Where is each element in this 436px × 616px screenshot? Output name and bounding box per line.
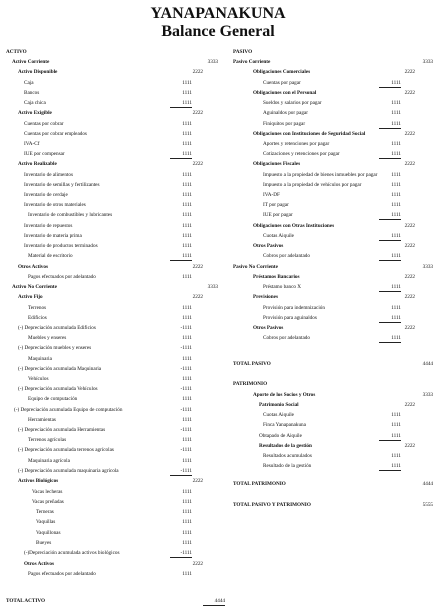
amount-v1: -1111 xyxy=(170,550,192,558)
company-title: YANAPANAKUNA xyxy=(150,5,286,22)
account-label: (-) Depreciación muebles y enseres xyxy=(18,345,92,351)
amount-v1: 1111 xyxy=(182,458,192,464)
amount-v1: -1111 xyxy=(180,447,192,453)
amount-v1: 1111 xyxy=(182,131,192,137)
amount-v1: 1111 xyxy=(379,253,401,261)
amount-v1: 1111 xyxy=(182,571,192,577)
account-label: Cuentas por cobrar empleados xyxy=(24,131,87,137)
amount-v1: 1111 xyxy=(182,315,192,321)
amount-v1: 1111 xyxy=(182,519,192,525)
amount-v2: 2222 xyxy=(404,69,415,75)
amount-v1: -1111 xyxy=(180,407,192,413)
account-label: Edificios xyxy=(28,315,47,321)
amount-v1: 1111 xyxy=(379,315,401,323)
amount-v4: 4444 xyxy=(203,598,225,606)
amount-v2: 2222 xyxy=(192,161,203,167)
account-label: Resultados acumulados xyxy=(263,453,312,459)
account-label: TOTAL PATRIMONIO xyxy=(233,481,286,487)
amount-v3: 3333 xyxy=(207,59,218,65)
account-label: Resultado de la gestión xyxy=(263,463,312,469)
account-label: Inventario de alimentos xyxy=(24,172,73,178)
amount-v1: -1111 xyxy=(180,427,192,433)
liabilities-equity-column xyxy=(233,49,433,529)
amount-v1: 1111 xyxy=(182,90,192,96)
amount-v1: -1111 xyxy=(180,366,192,372)
amount-v1: 1111 xyxy=(182,233,192,239)
account-label: Finca Yanapanakuna xyxy=(263,422,306,428)
amount-v1: 1111 xyxy=(182,417,192,423)
account-label: Bueyes xyxy=(36,540,52,546)
amount-v1: 1111 xyxy=(379,335,401,343)
account-label: Aguinaldos por pagar xyxy=(263,110,308,116)
account-label: (-) Depreciación acumulada Edificios xyxy=(18,325,96,331)
account-label: ACTIVO xyxy=(6,49,27,55)
account-label: Obligaciones Comerciales xyxy=(253,69,311,75)
account-label: Otros Activos xyxy=(24,561,55,567)
amount-v1: -1111 xyxy=(180,345,192,351)
amount-v2: 2222 xyxy=(404,443,415,449)
account-label: Activo Exigible xyxy=(18,110,52,116)
amount-v1: 1111 xyxy=(182,274,192,280)
account-label: Material de escritorio xyxy=(28,253,73,259)
amount-v2: 2222 xyxy=(404,223,415,229)
account-label: Activos Biológicos xyxy=(18,478,59,484)
amount-v1: 1111 xyxy=(182,305,192,311)
amount-v1: 1111 xyxy=(170,151,192,159)
account-label: Inventario de materia prima xyxy=(24,233,82,239)
amount-v2: 2222 xyxy=(404,402,415,408)
account-label: PATRIMONIO xyxy=(233,381,268,387)
account-label: Pagos efectuados por adelantado xyxy=(28,274,96,280)
account-label: Inventario de combustibles y lubricantes xyxy=(28,212,113,218)
amount-v1: 1111 xyxy=(379,233,401,241)
amount-v2: 2222 xyxy=(404,325,415,331)
amount-v2: 2222 xyxy=(404,243,415,249)
amount-v1: 1111 xyxy=(182,212,192,218)
amount-v2: 2222 xyxy=(192,110,203,116)
account-label: Inventario de cerdaje xyxy=(24,192,68,198)
account-label: Otros Activos xyxy=(18,264,49,270)
account-label: TOTAL PASIVO xyxy=(233,361,271,367)
amount-v3: 3333 xyxy=(207,284,218,290)
amount-v4: 5555 xyxy=(422,502,433,508)
account-label: Terneras xyxy=(36,509,54,515)
account-label: Impuesto a la propiedad de vehículos por pagar xyxy=(263,182,362,188)
amount-v1: 1111 xyxy=(391,202,401,208)
amount-v2: 2222 xyxy=(192,294,203,300)
account-label: Activo No Corriente xyxy=(12,284,57,290)
account-label: IUE por compensar xyxy=(24,151,65,157)
amount-v3: 3333 xyxy=(422,264,433,270)
amount-v1: -1111 xyxy=(170,468,192,476)
amount-v1: 1111 xyxy=(379,121,401,129)
amount-v1: -1111 xyxy=(180,325,192,331)
account-label: Obligaciones con el Personal xyxy=(253,90,317,96)
account-label: Activo Fijo xyxy=(18,294,43,300)
account-label: Provisión para aguinaldos xyxy=(263,315,317,321)
amount-v1: 1111 xyxy=(182,182,192,188)
account-label: Cobros por adelantado xyxy=(263,253,310,259)
amount-v1: 1111 xyxy=(391,305,401,311)
account-label: Aporte de los Socios y Otros xyxy=(253,392,316,398)
account-label: Activo Realizable xyxy=(18,161,57,167)
account-label: Préstamo banco X xyxy=(263,284,302,290)
account-label: IVA-DF xyxy=(263,192,280,198)
account-label: Cobros por adelantado xyxy=(263,335,310,341)
account-label: IT por pagar xyxy=(263,202,289,208)
amount-v1: 1111 xyxy=(182,376,192,382)
account-label: IUE por pagar xyxy=(263,212,293,218)
amount-v1: 1111 xyxy=(182,202,192,208)
account-label: Vacas lecheras xyxy=(32,489,63,495)
account-label: TOTAL ACTIVO xyxy=(6,598,46,604)
account-label: Patrimonio Social xyxy=(259,402,299,408)
account-label: Muebles y enseres xyxy=(28,335,67,341)
account-label: Cuentas por cobrar xyxy=(24,121,64,127)
amount-v1: 1111 xyxy=(182,396,192,402)
amount-v2: 2222 xyxy=(404,131,415,137)
account-label: Inventario de semillas y fertilizantes xyxy=(24,182,100,188)
amount-v2: 2222 xyxy=(404,161,415,167)
account-label: Otros Pasivos xyxy=(253,325,284,331)
account-label: Inventario de otros materiales xyxy=(24,202,86,208)
amount-v1: 1111 xyxy=(379,463,401,471)
account-label: (-) Depreciación acumulada Herramientas xyxy=(18,427,106,433)
account-label: Provisión para indemnización xyxy=(263,305,325,311)
amount-v1: 1111 xyxy=(391,412,401,418)
amount-v1: 1111 xyxy=(182,489,192,495)
amount-v2: 2222 xyxy=(192,69,203,75)
amount-v1: 1111 xyxy=(182,530,192,536)
account-label: Caja xyxy=(24,80,34,86)
amount-v1: 1111 xyxy=(379,80,401,88)
amount-v1: 1111 xyxy=(391,172,401,178)
account-label: (-) Depreciación acumulada Maquinaria xyxy=(18,366,102,372)
amount-v1: 1111 xyxy=(391,100,401,106)
account-label: Herramientas xyxy=(28,417,56,423)
account-label: Inventario de repuestos xyxy=(24,223,73,229)
amount-v1: 1111 xyxy=(391,422,401,428)
account-label: Equipo de computación xyxy=(28,396,78,402)
amount-v1: 1111 xyxy=(182,335,192,341)
account-label: Otros Pasivos xyxy=(253,243,284,249)
amount-v4: 4444 xyxy=(422,481,433,487)
account-label: Vehículos xyxy=(28,376,49,382)
account-label: Cuentas por pagar xyxy=(263,80,301,86)
account-label: Obligaciones con Otras Instituciones xyxy=(253,223,335,229)
amount-v2: 2222 xyxy=(192,561,203,567)
account-label: Obligaciones con Instituciones de Seguridad Social xyxy=(253,131,366,137)
account-label: TOTAL PASIVO Y PATRIMONIO xyxy=(233,502,311,508)
amount-v1: 1111 xyxy=(182,437,192,443)
amount-v1: 1111 xyxy=(182,509,192,515)
account-label: Cotizaciones y retenciones por pagar xyxy=(263,151,340,157)
amount-v1: 1111 xyxy=(182,243,192,249)
account-label: Finiquitos por pagar xyxy=(263,121,306,127)
account-label: (-) Depreciación acumulada Equipo de computación xyxy=(14,407,123,413)
account-label: Sueldos y salarios por pagar xyxy=(263,100,322,106)
account-label: Pagos efectuados por adelantado xyxy=(28,571,96,577)
amount-v1: 1111 xyxy=(379,212,401,220)
account-label: Préstamos Bancarios xyxy=(253,274,300,280)
account-label: Obtapado de Aiquile xyxy=(259,433,302,439)
account-label: Pasivo No Corriente xyxy=(233,264,278,270)
account-label: Activo Corriente xyxy=(12,59,50,65)
account-label: (-) Depreciación acumulada Vehículos xyxy=(18,386,98,392)
account-label: Pasivo Corriente xyxy=(233,59,271,65)
account-label: Caja chica xyxy=(24,100,46,106)
amount-v1: 1111 xyxy=(391,453,401,459)
amount-v1: 1111 xyxy=(182,141,192,147)
account-label: Terrenos agrícolas xyxy=(28,437,67,443)
account-label: Previsiones xyxy=(253,294,278,300)
account-label: IVA-Cf xyxy=(24,141,40,147)
amount-v1: 1111 xyxy=(182,540,192,546)
account-label: (-) Depreciación acumulada terrenos agrícolas xyxy=(18,447,114,453)
account-label: Bancos xyxy=(24,90,40,96)
account-label: Maquinaria agrícola xyxy=(28,458,70,464)
amount-v3: 3333 xyxy=(422,392,433,398)
amount-v2: 2222 xyxy=(192,478,203,484)
account-label: Inventario de productos terminados xyxy=(24,243,98,249)
amount-v4: 4444 xyxy=(422,361,433,367)
amount-v2: 2222 xyxy=(192,264,203,270)
amount-v1: 1111 xyxy=(182,356,192,362)
account-label: Cuotas Aiquile xyxy=(263,412,294,418)
assets-column xyxy=(6,49,224,609)
amount-v1: 1111 xyxy=(391,192,401,198)
account-label: Cuotas Aiquile xyxy=(263,233,294,239)
amount-v1: 1111 xyxy=(391,110,401,116)
amount-v1: 1111 xyxy=(391,182,401,188)
amount-v1: -1111 xyxy=(180,386,192,392)
report-title: Balance General xyxy=(161,23,275,40)
account-label: Terrenos xyxy=(28,305,47,311)
amount-v1: 1111 xyxy=(182,172,192,178)
amount-v2: 2222 xyxy=(404,294,415,300)
account-label: Obligaciones Fiscales xyxy=(253,161,301,167)
account-label: Vacas preñadas xyxy=(32,499,64,505)
amount-v1: 1111 xyxy=(170,253,192,261)
account-label: (-)Depreciación acumulada activos biológicos xyxy=(24,550,120,556)
amount-v1: 1111 xyxy=(379,433,401,441)
amount-v1: 1111 xyxy=(182,499,192,505)
amount-v1: 1111 xyxy=(182,80,192,86)
account-label: Vaquillas xyxy=(36,519,56,525)
account-label: Resultados de la gestión xyxy=(259,443,312,449)
amount-v1: 1111 xyxy=(182,192,192,198)
account-label: Activo Disponible xyxy=(18,69,58,75)
account-label: Maquinaria xyxy=(28,356,52,362)
amount-v1: 1111 xyxy=(391,141,401,147)
amount-v1: 1111 xyxy=(182,121,192,127)
amount-v1: 1111 xyxy=(379,284,401,292)
account-label: PASIVO xyxy=(233,49,253,55)
amount-v2: 2222 xyxy=(404,274,415,280)
amount-v1: 1111 xyxy=(182,223,192,229)
account-label: Impuesto a la propiedad de bienes inmuebles por pagar xyxy=(263,172,378,178)
amount-v2: 2222 xyxy=(404,90,415,96)
amount-v3: 3333 xyxy=(422,59,433,65)
account-label: (-) Depreciación acumulada maquinaria agrícola xyxy=(18,468,119,474)
amount-v1: 1111 xyxy=(170,100,192,108)
amount-v1: 1111 xyxy=(379,151,401,159)
account-label: Vaquillonas xyxy=(36,530,61,536)
account-label: Aportes y retenciones por pagar xyxy=(263,141,330,147)
